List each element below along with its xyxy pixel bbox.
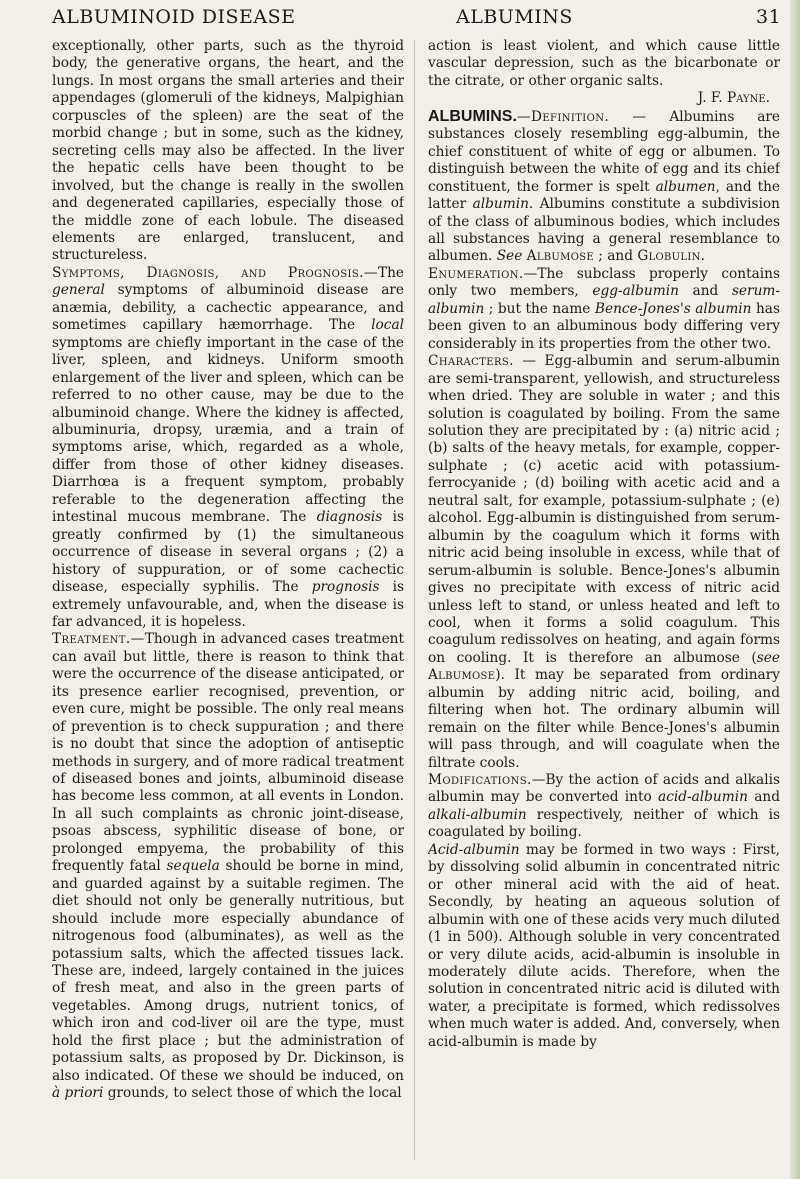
section-heading-characters: Characters.: [428, 353, 514, 370]
paragraph-symptoms: Symptoms, Diagnosis, and Prognosis.—The general symptoms of albuminoid disease are anæmia, debility, a cachectic appearance, and sometimes capillary hæmorrhage. The local symptoms are chiefly important in the case of the liver, spleen, and kidneys. Uniform smooth enlargement of the liver and spleen, which can be referred to no other cause, may be due to the albuminoid change. Where the kidney is affected, albuminuria, dropsy, uræmia, and a train of symptoms arise, which, regarded as a whole, differ from those of other kidney diseases. Diarrhœa is a frequent symptom, probably referable to the degeneration affecting the intestinal mucous membrane. The diagnosis is greatly confirmed by (1) the simultaneous occurrence of disease in several organs ; (2) a history of suppuration, or of some cachectic disease, especially syphilis. The prognosis is extremely unfavourable, and, when the disease is far advanced, it is hopeless.: [52, 264, 404, 630]
paragraph-characters: Characters. — Egg-albumin and serum-albumin are semi-transparent, yellowish, and structureless when dried. They are soluble in water ; and this solution is coagulated by boiling. From the same solution they are precipitated by : (a) nitric acid ; (b) salts of the heavy metals, for example, copper-sulphate ; (c) acetic acid with potassium-ferrocyanide ; (d) boiling with acetic acid and a neutral salt, for example, potassium-sulphate ; (e) alcohol. Egg-albumin is distinguished from serum-albumin by the coagulum which it forms with nitric acid being insoluble in excess, while that of serum-albumin is soluble. Bence-Jones's albumin gives no precipitate with excess of nitric acid unless left to stand, or unless heated and left to cool, when it forms a solid coagulum. This coagulum redissolves on heating, and again forms on cooling. It is therefore an albumose (see Albumose). It may be separated from ordinary albumin by adding nitric acid, boiling, and filtering when hot. The ordinary albumin will remain on the filter while Bence-Jones's albumin will pass through, and will coagulate when the filtrate cools.: [428, 353, 780, 771]
author-signature: J. F. Payne.: [697, 90, 770, 107]
header-right-title: ALBUMINS: [456, 6, 573, 28]
left-column: [52, 38, 404, 1173]
paragraph-continued: exceptionally, other parts, such as the thyroid body, the generative organs, the heart, and the lungs. In most organs the small arteries and their appendages (glomeruli of the kidneys, Malpighian corpuscles of the spleen) are the seat of the morbid change ; but in some, such as the kidney, secreting cells may also be affected. In the liver the hepatic cells have been thought to be involved, but the change is really in the swollen and degenerated capillaries, especially those of the middle zone of each lobule. The diseased elements are enlarged, translucent, and structureless.: [52, 38, 404, 264]
paragraph-continued-right: action is least violent, and which cause little vascular depression, such as the bicarbonate or the citrate, or other organic salts.: [428, 38, 780, 89]
page-edge: [790, 0, 800, 1179]
cross-reference-albumose: Albumose: [526, 248, 594, 265]
entry-heading-albumins: ALBUMINS.: [428, 107, 517, 125]
column-divider: [414, 40, 415, 1160]
section-heading-symptoms: Symptoms, Diagnosis, and Prognosis.—: [52, 264, 378, 281]
running-header: [0, 6, 800, 32]
cross-reference-globulin: Globulin: [637, 248, 701, 265]
term-acid-albumin: Acid-albumin: [428, 841, 520, 858]
right-column: [428, 38, 780, 1173]
paragraph-acid-albumin: Acid-albumin may be formed in two ways : First, by dissolving solid albumin in concentrated nitric or other mineral acid with the aid of heat. Secondly, by heating an aqueous solution of albumin with one of these acids very much diluted (1 in 500). Although soluble in very concentrated or very dilute acids, acid-albumin is insoluble in moderately dilute acids. Therefore, when the solution in concentrated nitric acid is diluted with water, a precipitate is formed, which redissolves when much water is added. And, conversely, when acid-albumin is made by: [428, 841, 780, 1050]
paragraph-modifications: Modifications.—By the action of acids and alkalis albumin may be converted into acid-albumin and alkali-albumin respectively, neither of which is coagulated by boiling.: [428, 772, 780, 841]
cross-reference-albumose-2: Albumose: [428, 667, 496, 684]
paragraph-treatment: Treatment.—Though in advanced cases treatment can avail but little, there is reason to think that were the occurrence of the disease anticipated, or its presence earlier recognised, prevention, or even cure, might be possible. The only real means of prevention is to check suppuration ; and there is no doubt that since the adoption of antiseptic methods in surgery, and of more radical treatment of diseased bones and joints, albuminoid disease has become less common, at all events in London. In all such complaints as chronic joint-disease, psoas abscess, syphilitic disease of bone, or prolonged empyema, the probability of this frequently fatal sequela should be borne in mind, and guarded against by a suitable regimen. The diet should not only be generally nutritious, but should include more especially abundance of nitrogenous food (albuminates), as well as the potassium salts, which the affected tissues lack. These are, indeed, largely contained in the juices of fresh meat, and also in the green parts of vegetables. Among drugs, nutrient tonics, of which iron and cod-liver oil are the type, must hold the first place ; but the administration of potassium salts, as proposed by Dr. Dickinson, is also indicated. Of these we should be induced, on à priori grounds, to select those of which the local: [52, 631, 404, 1102]
section-heading-modifications: Modifications.: [428, 772, 532, 789]
paragraph-definition: ALBUMINS.—Definition. — Albumins are substances closely resembling egg-albumin, the chief constituent of white of egg or albumen. To distinguish between the white of egg and its chief constituent, the former is spelt albumen, and the latter albumin. Albumins constitute a subdivision of the class of albuminous bodies, which includes all substances having a general resemblance to albumen. See Albumose ; and Globulin.: [428, 107, 780, 265]
section-heading-enumeration: Enumeration.: [428, 265, 524, 282]
header-left-title: ALBUMINOID DISEASE: [52, 6, 296, 28]
page-number: 31: [756, 6, 782, 28]
section-heading-treatment: Treatment.—: [52, 631, 145, 648]
paragraph-enumeration: Enumeration.—The subclass properly contains only two members, egg-albumin and serum-albumin ; but the name Bence-Jones's albumin has been given to an albuminous body differing very considerably in its properties from the other two.: [428, 265, 780, 352]
